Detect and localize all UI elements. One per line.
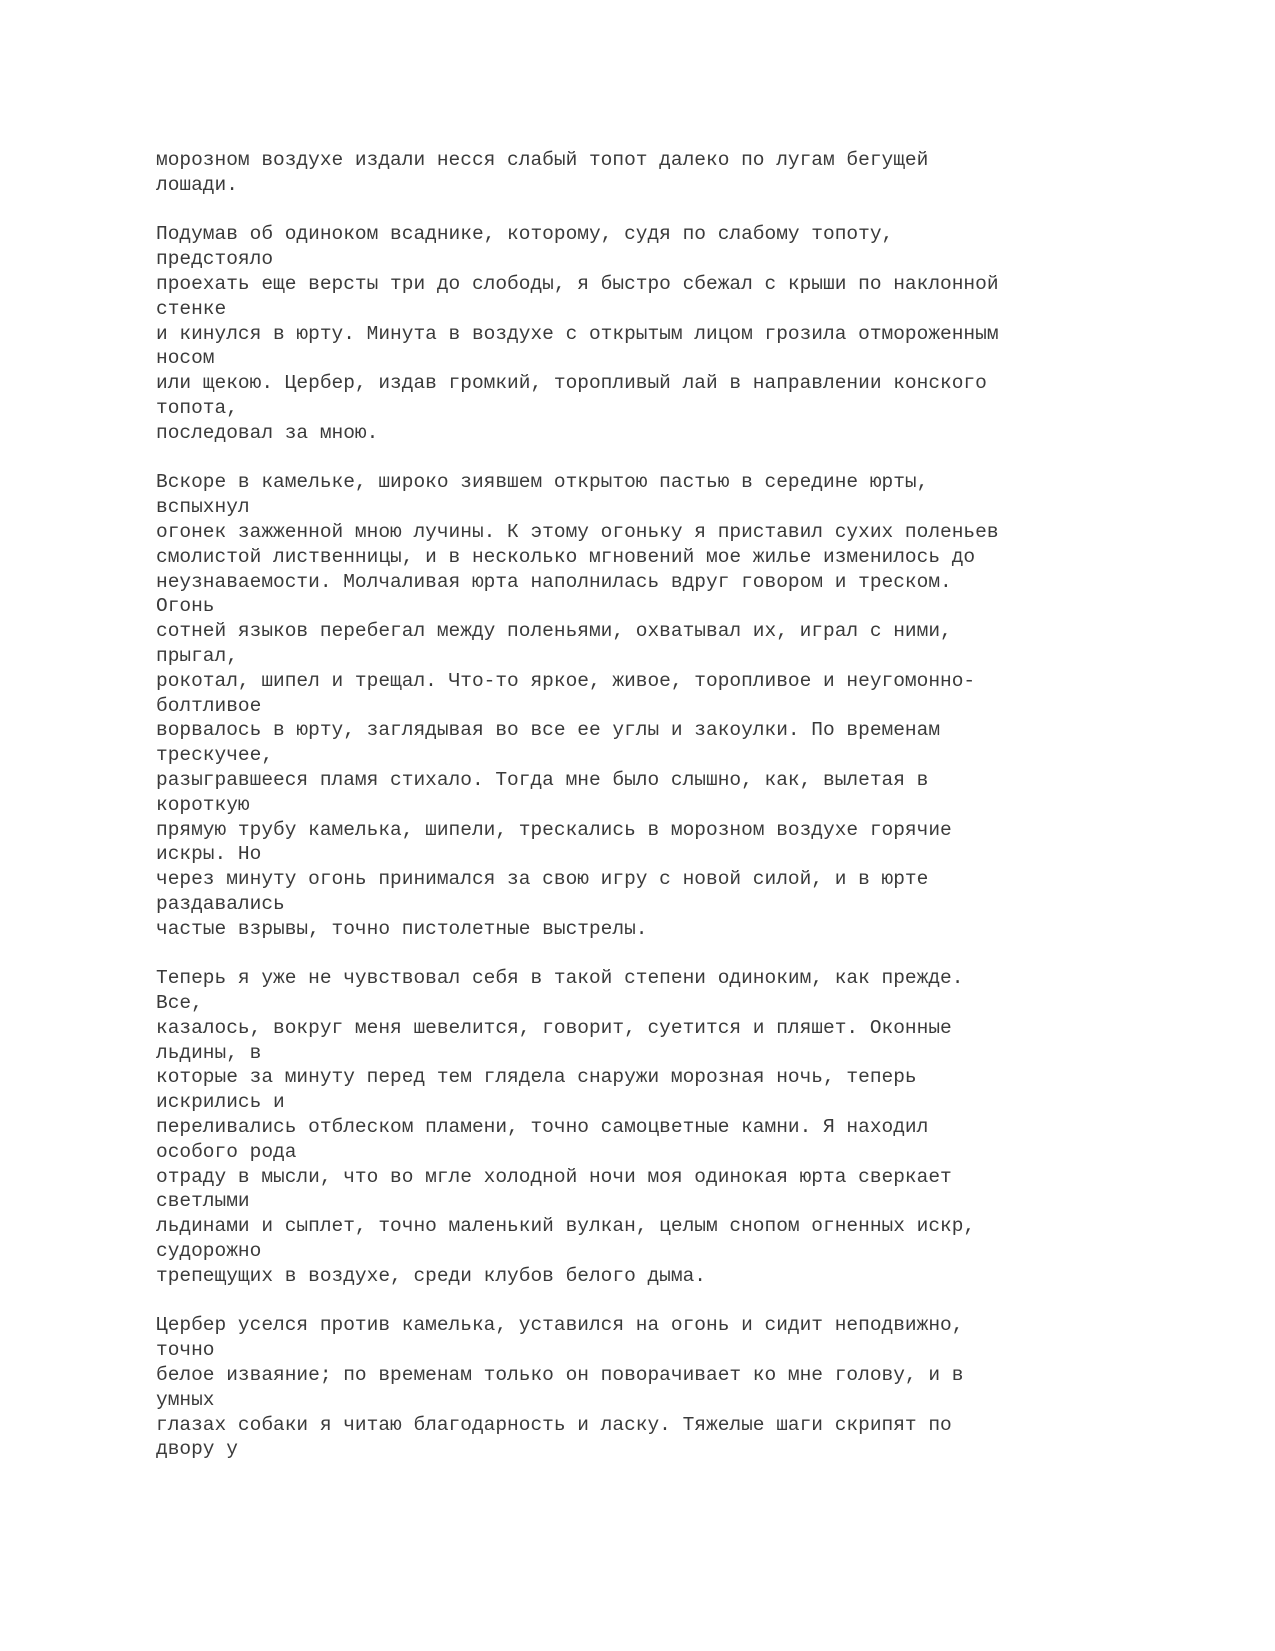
text-line: частые взрывы, точно пистолетные выстрелы. [156, 917, 648, 940]
paragraph-gap [156, 198, 1156, 223]
text-line: Все, [156, 992, 203, 1015]
text-line: прыгал, [156, 644, 238, 667]
text-line: искрились и [156, 1091, 285, 1114]
text-line: короткую [156, 793, 250, 816]
text-line: носом [156, 347, 215, 370]
text-line: которые за минуту перед тем глядела снаружи морозная ночь, теперь [156, 1066, 917, 1089]
paragraph-gap [156, 1289, 1156, 1314]
paragraph [156, 470, 1156, 941]
text-line: ворвалось в юрту, заглядывая во все ее углы и закоулки. По временам [156, 719, 941, 742]
text-line: раздавались [156, 892, 285, 915]
text-line: болтливое [156, 694, 262, 717]
text-line: трепещущих в воздухе, среди клубов белого дыма. [156, 1264, 706, 1287]
text-line: топота, [156, 396, 238, 419]
text-line: морозном воздухе издали несся слабый топот далеко по лугам бегущей [156, 149, 929, 171]
text-line: Теперь я уже не чувствовал себя в такой степени одиноким, как прежде. [156, 967, 964, 990]
text-line: сотней языков перебегал между поленьями, охватывал их, играл с ними, [156, 620, 952, 643]
text-line: двору у [156, 1438, 238, 1461]
text-line: особого рода [156, 1140, 297, 1163]
text-line: льдины, в [156, 1041, 262, 1064]
text-line: переливались отблеском пламени, точно самоцветные камни. Я находил [156, 1116, 929, 1139]
text-line: вспыхнул [156, 496, 250, 519]
text-line: Огонь [156, 595, 215, 618]
text-line: отраду в мысли, что во мгле холодной ночи моя одинокая юрта сверкает [156, 1165, 952, 1188]
text-line: точно [156, 1339, 215, 1362]
text-line: лошади. [156, 173, 238, 196]
text-line: светлыми [156, 1190, 250, 1213]
document-body-text [156, 148, 1156, 1462]
text-line: огонек зажженной мною лучины. К этому огоньку я приставил сухих поленьев [156, 520, 999, 543]
text-line: прямую трубу камелька, шипели, трескались в морозном воздухе горячие [156, 818, 952, 841]
text-line: искры. Но [156, 843, 262, 866]
text-line: белое изваяние; по временам только он поворачивает ко мне голову, и в [156, 1364, 964, 1387]
text-line: и кинулся в юрту. Минута в воздухе с открытым лицом грозила отмороженным [156, 322, 999, 345]
text-line: судорожно [156, 1240, 262, 1263]
text-line: последовал за мною. [156, 421, 379, 444]
paragraph [156, 1313, 1156, 1462]
text-line: неузнаваемости. Молчаливая юрта наполнилась вдруг говором и треском. [156, 570, 952, 593]
text-line: стенке [156, 297, 227, 320]
paragraph [156, 148, 1156, 198]
text-line: Цербер уселся против камелька, уставился на огонь и сидит неподвижно, [156, 1314, 964, 1337]
text-line: казалось, вокруг меня шевелится, говорит, суетится и пляшет. Оконные [156, 1016, 952, 1039]
paragraph [156, 966, 1156, 1288]
text-line: проехать еще версты три до слободы, я быстро сбежал с крыши по наклонной [156, 272, 999, 295]
text-line: через минуту огонь принимался за свою игру с новой силой, и в юрте [156, 868, 929, 891]
paragraph [156, 222, 1156, 445]
text-line: умных [156, 1388, 215, 1411]
text-line: Подумав об одиноком всаднике, которому, судя по слабому топоту, [156, 223, 894, 246]
text-line: трескучее, [156, 744, 274, 767]
text-line: разыгравшееся пламя стихало. Тогда мне было слышно, как, вылетая в [156, 768, 929, 791]
text-line: предстояло [156, 248, 274, 271]
text-line: Вскоре в камельке, широко зиявшем открытою пастью в середине юрты, [156, 471, 929, 494]
text-line: рокотал, шипел и трещал. Что-то яркое, живое, торопливое и неугомонно- [156, 669, 976, 692]
text-line: глазах собаки я читаю благодарность и ласку. Тяжелые шаги скрипят по [156, 1413, 952, 1436]
text-line: или щекою. Цербер, издав громкий, торопливый лай в направлении конского [156, 372, 987, 395]
paragraph-gap [156, 942, 1156, 967]
paragraph-gap [156, 446, 1156, 471]
text-line: льдинами и сыплет, точно маленький вулкан, целым снопом огненных искр, [156, 1215, 976, 1238]
text-line: смолистой лиственницы, и в несколько мгновений мое жилье изменилось до [156, 545, 976, 568]
